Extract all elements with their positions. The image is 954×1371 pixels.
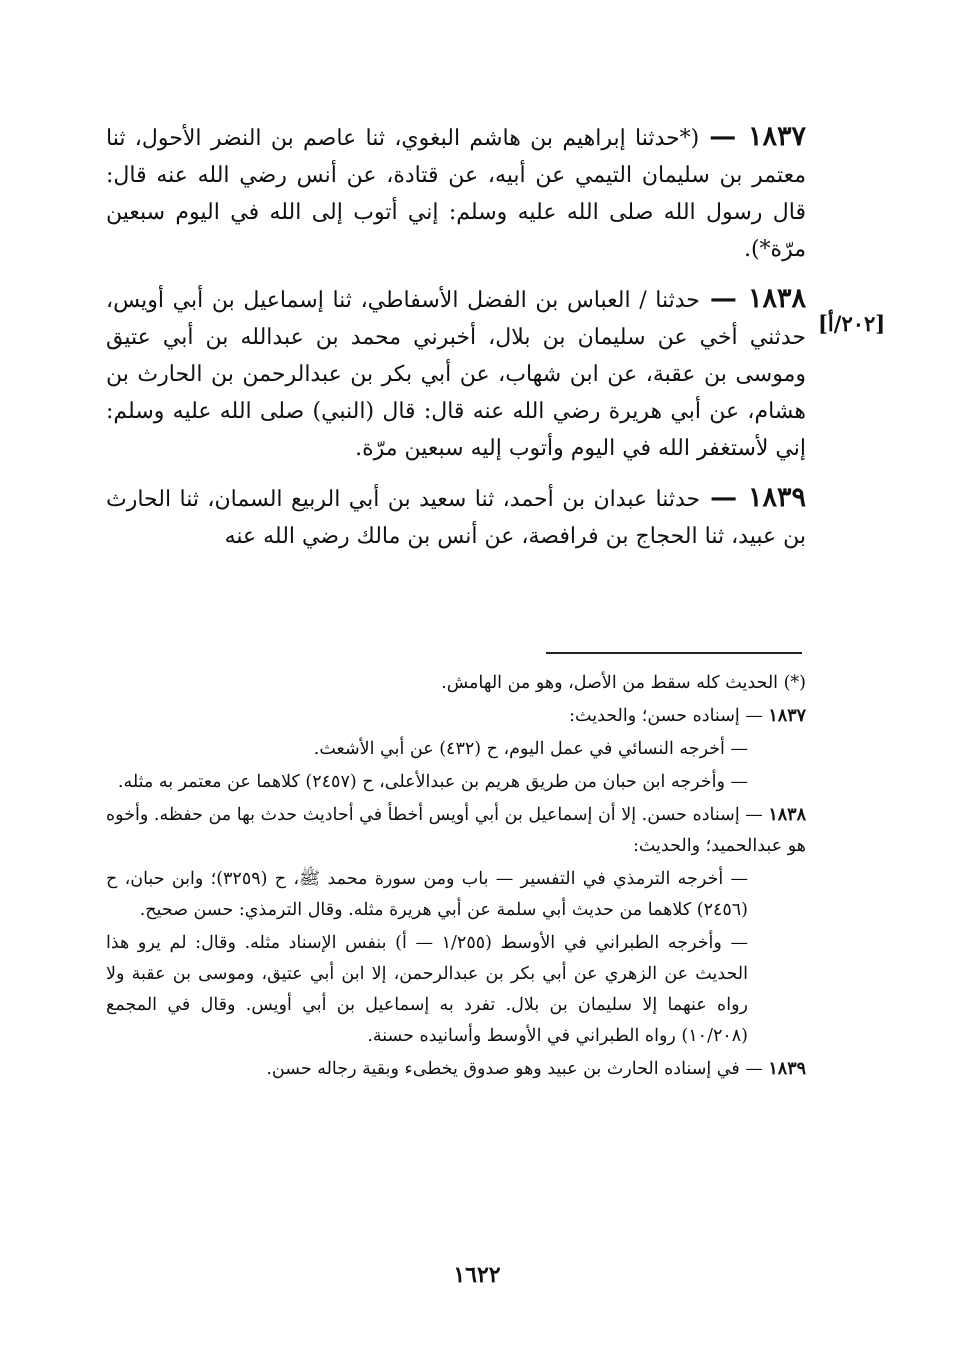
hadith-number: ١٨٣٩ — xyxy=(710,482,806,513)
hadith-number: ١٨٣٧ — xyxy=(709,121,806,152)
footnotes xyxy=(106,668,806,1087)
footnote-item: ١٨٣٧ — إسناده حسن؛ والحديث: xyxy=(569,706,806,726)
page-number: ١٦٢٢ xyxy=(453,1262,501,1288)
footnote-item: — أخرجه الترمذي في التفسير — باب ومن سورة محمد ﷺ، ح (٣٢٥٩)؛ وابن حبان، ح (٢٤٥٦) كلاهما من حديث أبي سلمة عن أبي هريرة مثله. وقال الترمذي: حسن صحيح. xyxy=(106,869,749,920)
hadith-number: ١٨٣٨ — xyxy=(709,283,806,314)
footnote-item: — أخرجه النسائي في عمل اليوم، ح (٤٣٢) عن أبي الأشعث. xyxy=(313,739,748,759)
footnote-divider xyxy=(546,652,802,654)
main-text xyxy=(106,118,806,567)
footnote-item: (*) الحديث كله سقط من الأصل، وهو من الهامش. xyxy=(441,673,806,693)
hadith-text: حدثنا عبدان بن أحمد، ثنا سعيد بن أبي الربيع السمان، ثنا الحارث بن عبيد، ثنا الحجاج بن فرافصة، عن أنس بن مالك رضي الله عنه xyxy=(106,487,806,549)
manuscript-folio-marker: [٢٠٢/أ] xyxy=(818,311,886,336)
footnote-item: — وأخرجه ابن حبان من طريق هريم بن عبدالأعلى، ح (٢٤٥٧) كلاهما عن معتمر به مثله. xyxy=(117,772,748,792)
footnote-text: إسناده حسن. إلا أن إسماعيل بن أبي أويس أخطأ في أحاديث حدث بها من حفظه. وأخوه هو عبدالحميد؛ والحديث: xyxy=(106,805,806,856)
footnote-number: ١٨٣٩ xyxy=(768,1059,806,1079)
footnote-item: ١٨٣٩ — في إسناده الحارث بن عبيد وهو صدوق يخطىء وبقية رجاله حسن. xyxy=(266,1059,806,1079)
hadith-text: (*حدثنا إبراهيم بن هاشم البغوي، ثنا عاصم بن النضر الأحول، ثنا معتمر بن سليمان التيمي عن أبيه، عن قتادة، عن أنس رضي الله عنه قال: قال رسول الله صلى الله عليه وسلم: إني أتوب إلى الله في اليوم سبعين مرّة*). xyxy=(106,126,806,262)
hadith-1837 xyxy=(106,118,806,268)
footnote-text: إسناده حسن؛ والحديث: xyxy=(569,706,740,726)
hadith-1838 xyxy=(106,280,806,467)
footnote-number: ١٨٣٧ xyxy=(768,706,806,726)
footnote-item: ١٨٣٨ — إسناده حسن. إلا أن إسماعيل بن أبي أويس أخطأ في أحاديث حدث بها من حفظه. وأخوه هو عبدالحميد؛ والحديث: xyxy=(106,805,806,856)
footnote-text: في إسناده الحارث بن عبيد وهو صدوق يخطىء وبقية رجاله حسن. xyxy=(266,1059,740,1079)
hadith-1839 xyxy=(106,479,806,555)
footnote-number: ١٨٣٨ xyxy=(768,805,806,825)
hadith-text: حدثنا / العباس بن الفضل الأسفاطي، ثنا إسماعيل بن أبي أويس، حدثني أخي عن سليمان بن بلال، أخبرني محمد بن عبدالله بن أبي عتيق وموسى بن عقبة، عن ابن شهاب، عن أبي بكر بن عبدالرحمن بن الحارث بن هشام، عن أبي هريرة رضي الله عنه قال: قال (النبي) صلى الله عليه وسلم: إني لأستغفر الله في اليوم وأتوب إليه سبعين مرّة. xyxy=(106,288,806,461)
footnote-item: — وأخرجه الطبراني في الأوسط (١/٢٥٥ — أ) بنفس الإسناد مثله. وقال: لم يرو هذا الحديث عن الزهري عن أبي بكر بن عبدالرحمن، إلا ابن أبي عتيق، وموسى بن عقبة ولا رواه عنهما إلا سليمان بن بلال. تفرد به إسماعيل بن أبي أويس. وقال في المجمع (١٠/٢٠٨) رواه الطبراني في الأوسط وأسانيده حسنة. xyxy=(106,933,748,1046)
